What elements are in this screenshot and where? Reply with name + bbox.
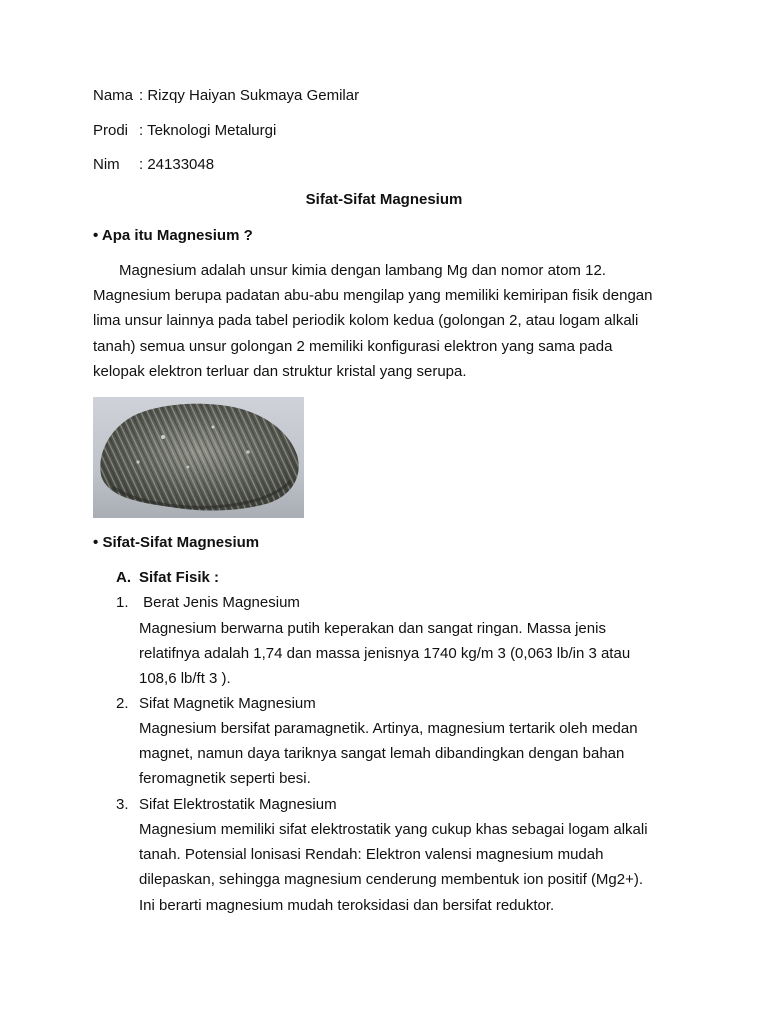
list-item-title	[116, 695, 316, 713]
description-line: Magnesium berwarna putih keperakan dan sangat ringan. Massa jenis	[139, 620, 606, 637]
section1-heading	[93, 227, 253, 245]
description-line: Ini berarti magnesium mudah teroksidasi dan bersifat reduktor.	[139, 896, 555, 914]
section1-paragraph	[93, 258, 693, 384]
description-line: 108,6 lb/ft 3 ).	[139, 670, 231, 688]
paragraph-line: Magnesium berupa padatan abu-abu mengilap yang memiliki kemiripan fisik dengan	[93, 287, 653, 305]
meta-prodi	[93, 122, 276, 140]
list-item-description	[139, 616, 699, 692]
prodi-label: Prodi	[93, 122, 129, 139]
prodi-value: : Teknologi Metalurgi	[139, 122, 277, 139]
section2-heading-text: Sifat-Sifat Magnesium	[102, 534, 260, 551]
list-item-title	[116, 796, 337, 814]
sub-heading-a-label: Sifat Fisik :	[139, 569, 220, 586]
meta-nama	[93, 87, 359, 105]
nim-label: Nim	[93, 156, 120, 173]
description-line: relatifnya adalah 1,74 dan massa jenisnya 1740 kg/m 3 (0,063 lb/in 3 atau	[139, 645, 631, 663]
list-item-title-text: Berat Jenis Magnesium	[139, 594, 300, 611]
description-line: feromagnetik seperti besi.	[139, 770, 311, 788]
list-item-description	[139, 716, 699, 792]
list-item-num: 3.	[116, 796, 129, 813]
list-item-num: 1.	[116, 594, 129, 611]
description-line: dilepaskan, sehingga magnesium cenderung membentuk ion positif (Mg2+).	[139, 871, 644, 889]
paragraph-line: lima unsur lainnya pada tabel periodik kolom kedua (golongan 2, atau logam alkali	[93, 312, 639, 330]
description-line: Magnesium bersifat paramagnetik. Artinya, magnesium tertarik oleh medan	[139, 720, 638, 737]
nim-value: : 24133048	[139, 156, 215, 173]
paragraph-line: Magnesium adalah unsur kimia dengan lambang Mg dan nomor atom 12.	[119, 262, 606, 279]
paragraph-line: kelopak elektron terluar dan struktur kristal yang serupa.	[93, 362, 467, 380]
description-line: Magnesium memiliki sifat elektrostatik yang cukup khas sebagai logam alkali	[139, 821, 648, 838]
bullet-icon: •	[93, 534, 99, 551]
sub-heading-a	[116, 569, 219, 587]
nama-label: Nama	[93, 87, 134, 104]
list-item-title-text: Sifat Magnetik Magnesium	[139, 695, 316, 712]
list-item-title-text: Sifat Elektrostatik Magnesium	[139, 796, 337, 813]
description-line: magnet, namun daya tariknya sangat lemah dibandingkan dengan bahan	[139, 745, 625, 763]
list-item-num: 2.	[116, 695, 129, 712]
nama-value: : Rizqy Haiyan Sukmaya Gemilar	[139, 87, 360, 104]
magnesium-crystal-photo	[93, 397, 304, 518]
list-item-description	[139, 817, 699, 918]
sub-heading-a-num: A.	[116, 569, 131, 586]
magnesium-crystal-illustration	[93, 397, 304, 518]
page-title: Sifat-Sifat Magnesium	[305, 191, 463, 208]
section2-heading	[93, 534, 259, 552]
section1-heading-text: Apa itu Magnesium ?	[101, 227, 253, 244]
bullet-icon: •	[93, 227, 99, 244]
list-item-title	[116, 594, 300, 612]
description-line: tanah. Potensial lonisasi Rendah: Elektron valensi magnesium mudah	[139, 846, 604, 864]
meta-nim	[93, 156, 214, 174]
paragraph-line: tanah) semua unsur golongan 2 memiliki konfigurasi elektron yang sama pada	[93, 337, 613, 355]
